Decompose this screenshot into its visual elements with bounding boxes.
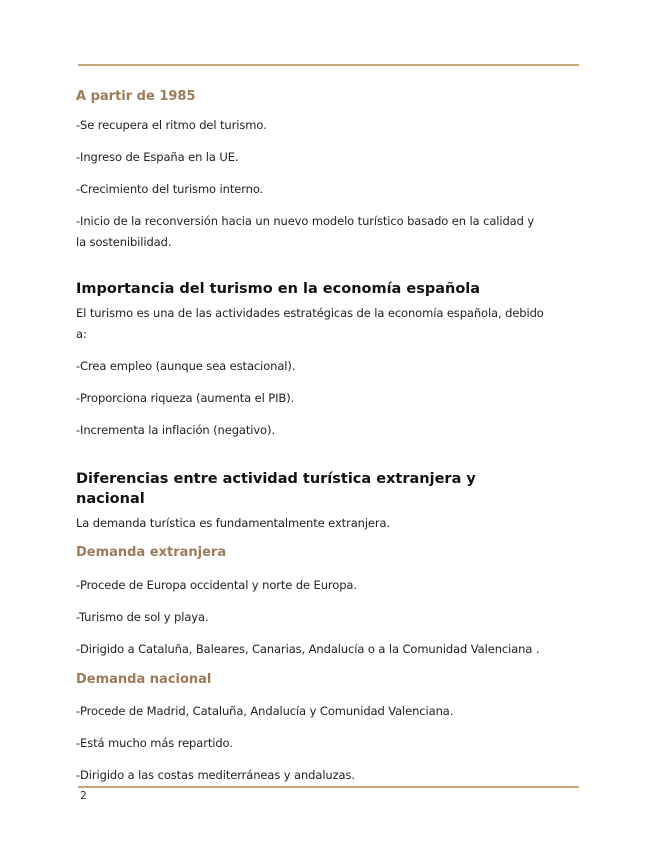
- subsection-title-extranjera: Demanda extranjera: [76, 545, 227, 560]
- list-item: -Inicio de la reconversión hacia un nuevo modelo turístico basado en la calidad y la sostenibilidad.: [76, 214, 535, 249]
- list-item: -Procede de Europa occidental y norte de Europa.: [76, 578, 357, 592]
- list-item: -Crea empleo (aunque sea estacional).: [76, 359, 296, 373]
- page-number: 2: [80, 789, 87, 802]
- section-title-1985: A partir de 1985: [76, 89, 196, 104]
- subsection-title-nacional: Demanda nacional: [76, 672, 212, 687]
- section-title-diferencias: Diferencias entre actividad turística extranjera y nacional: [76, 471, 476, 507]
- list-item: -Incrementa la inflación (negativo).: [76, 423, 275, 437]
- list-item: -Dirigido a Cataluña, Baleares, Canarias, Andalucía o a la Comunidad Valenciana .: [76, 642, 540, 656]
- list-item: -Dirigido a las costas mediterráneas y andaluzas.: [76, 768, 355, 782]
- list-item: -Está mucho más repartido.: [76, 736, 233, 750]
- list-item: -Proporciona riqueza (aumenta el PIB).: [76, 391, 295, 405]
- list-item: -Procede de Madrid, Cataluña, Andalucía y Comunidad Valenciana.: [76, 704, 454, 718]
- document-body: [76, 88, 546, 786]
- footer-rule: [78, 786, 579, 788]
- list-item: -Turismo de sol y playa.: [76, 610, 209, 624]
- header-rule: [78, 64, 579, 66]
- section-intro: El turismo es una de las actividades estratégicas de la economía española, debido a:: [76, 306, 544, 341]
- list-item: -Ingreso de España en la UE.: [76, 150, 239, 164]
- section-title-importancia: Importancia del turismo en la economía española: [76, 281, 481, 297]
- list-item: -Se recupera el ritmo del turismo.: [76, 118, 267, 132]
- list-item: -Crecimiento del turismo interno.: [76, 182, 264, 196]
- section-intro: La demanda turística es fundamentalmente extranjera.: [76, 516, 391, 530]
